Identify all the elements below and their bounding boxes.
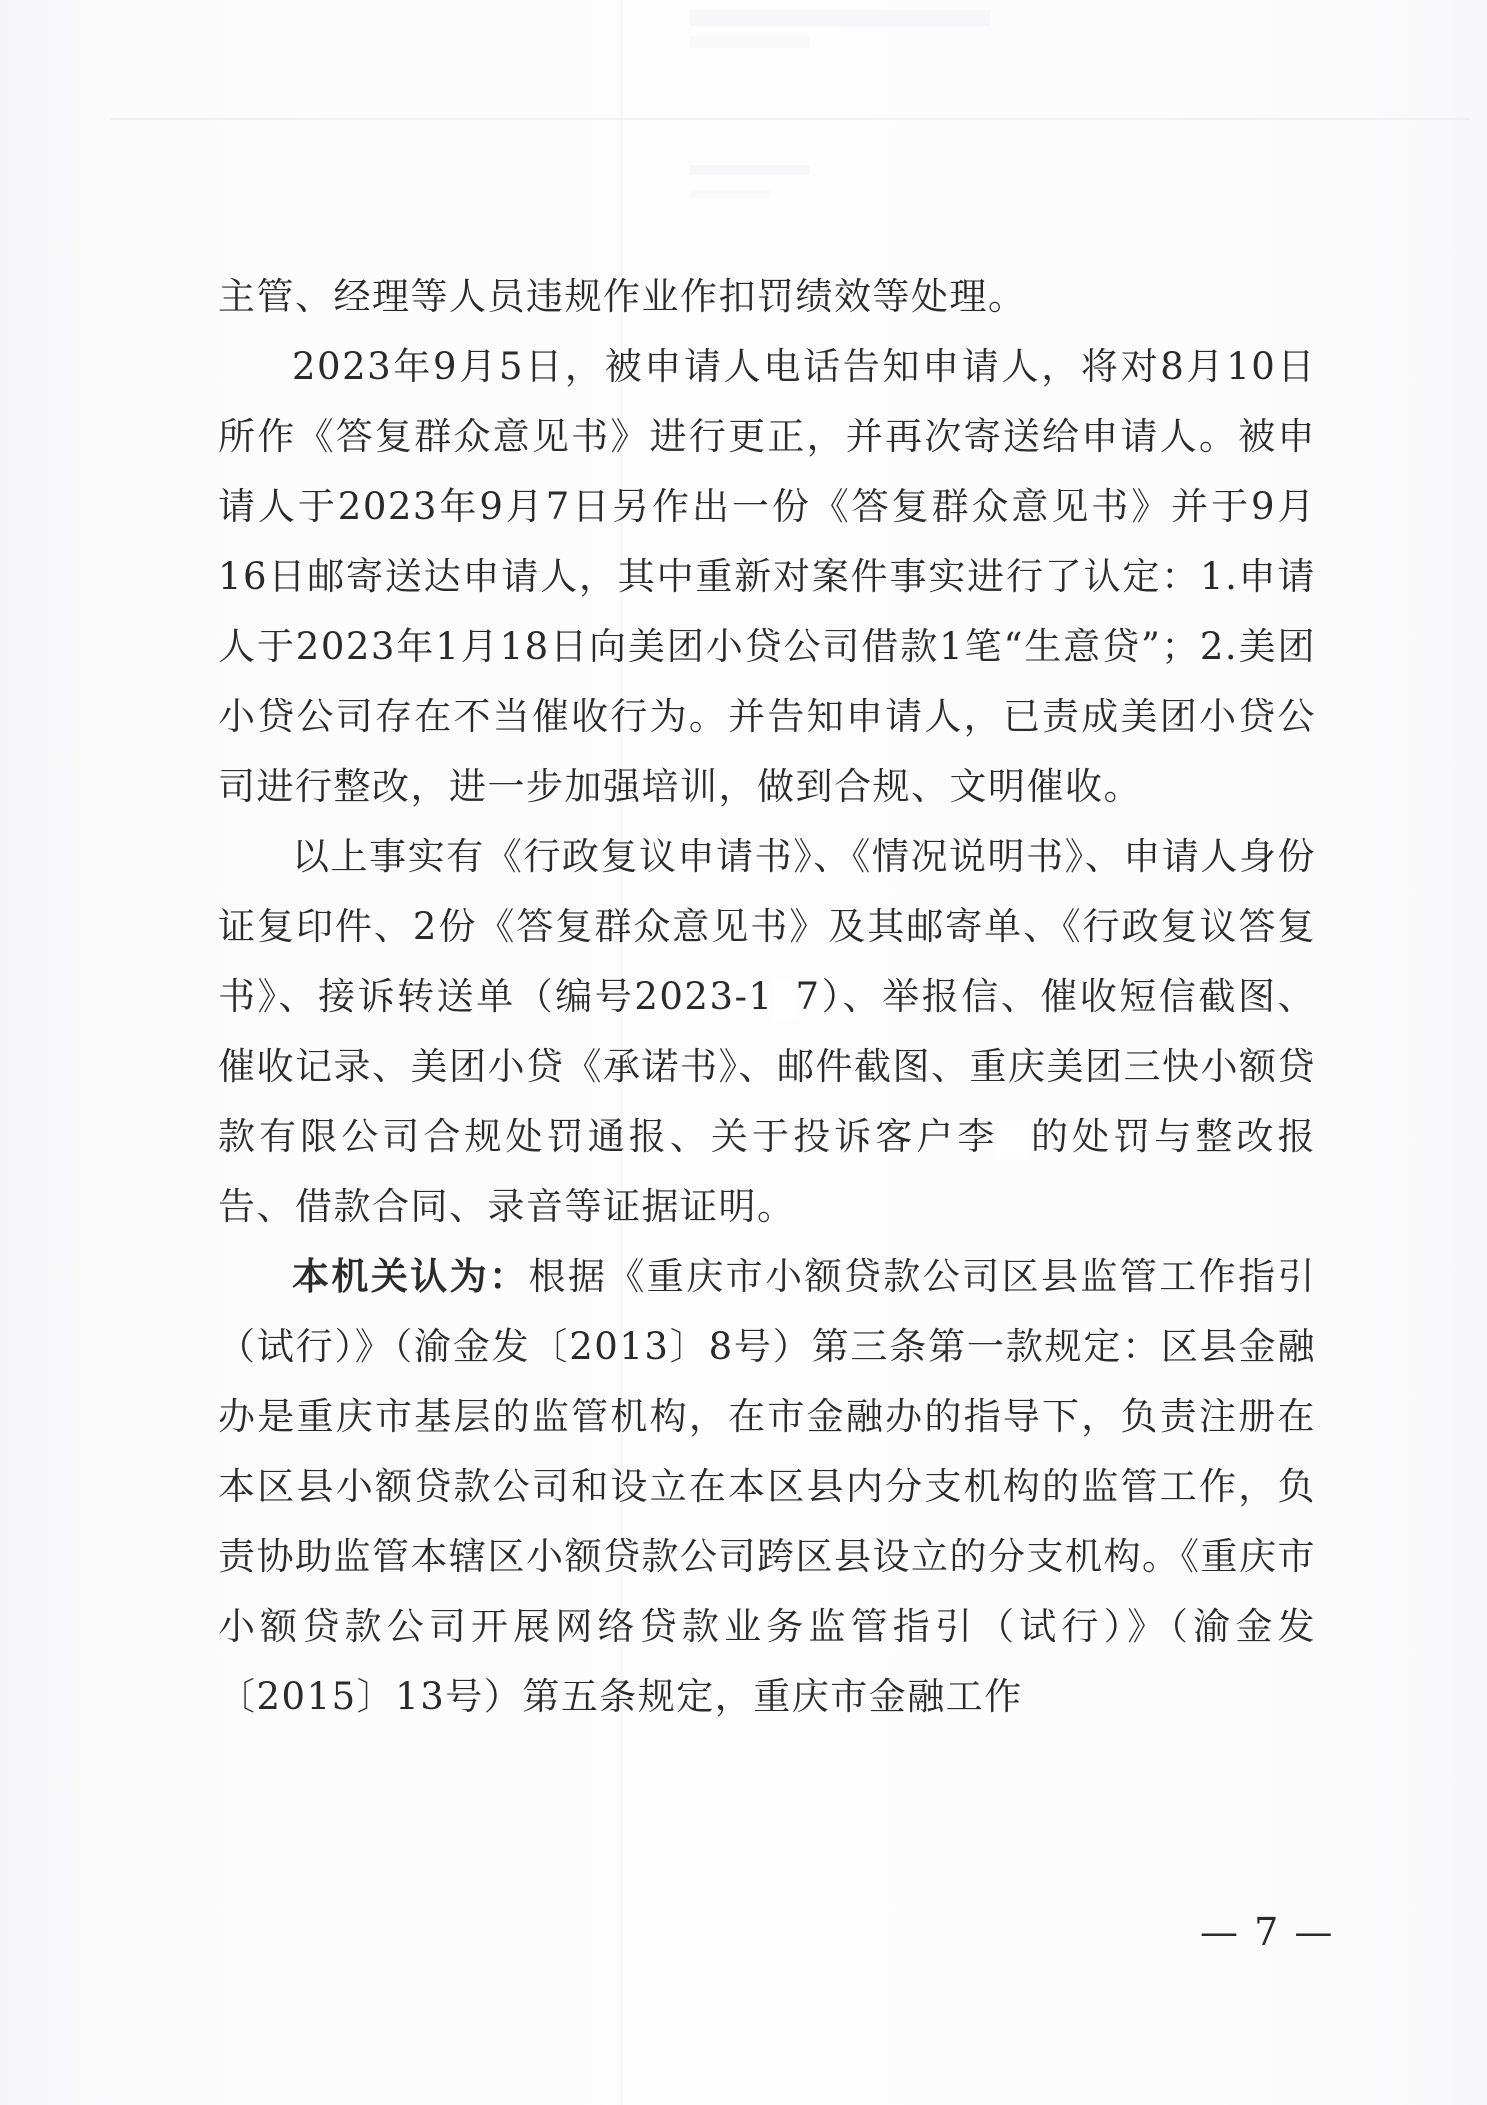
scan-artifact-bleed — [690, 190, 770, 198]
paragraph-opinion — [218, 1242, 1316, 1732]
paragraph-text: 7）、举报信、催收短信截图、催收记录、美团小贷《承诺书》、邮件截图、重庆美团三快小额贷款有限公司合规处罚通报、关于投诉客户李 — [218, 975, 1316, 1158]
scan-artifact-bleed — [690, 165, 810, 175]
scan-artifact-line — [110, 118, 1470, 120]
document-body — [218, 262, 1316, 1732]
paragraph-text: 以上事实有《行政复议申请书》、《情况说明书》、申请人身份证复印件、2份《答复群众意见书》及其邮寄单、《行政复议答复书》、接诉转送单（编号2023-1 — [218, 835, 1316, 1018]
scan-artifact-bleed — [690, 36, 810, 48]
redaction-mark — [998, 1121, 1028, 1159]
paragraph-text: 根据《重庆市小额贷款公司区县监管工作指引（试行）》（渝金发〔2013〕8号）第三条第一款规定：区县金融办是重庆市基层的监管机构，在市金融办的指导下，负责注册在本区县小额贷款公司和设立在本区县内分支机构的监管工作，负责协助监管本辖区小额贷款公司跨区县设立的分支机构。《重庆市小额贷款公司开展网络贷款业务监管指引（试行）》（渝金发〔2015〕13号）第五条规定，重庆市金融工作 — [218, 1255, 1317, 1718]
opinion-heading: 本机关认为： — [292, 1255, 529, 1298]
paragraph-text: 的处罚与整改报告、借款合同、录音等证据证明。 — [218, 1115, 1317, 1228]
paragraph-continuation — [218, 262, 1316, 332]
redaction-mark — [774, 981, 796, 1019]
paragraph-text: 主管、经理等人员违规作业作扣罚绩效等处理。 — [218, 275, 1027, 318]
scan-artifact-bleed — [690, 10, 990, 26]
paragraph-facts — [218, 332, 1316, 822]
paragraph-evidence — [218, 822, 1316, 1242]
paragraph-text: 2023年9月5日，被申请人电话告知申请人，将对8月10日所作《答复群众意见书》进行更正，并再次寄送给申请人。被申请人于2023年9月7日另作出一份《答复群众意见书》并于9月16日邮寄送达申请人，其中重新对案件事实进行了认定：1.申请人于2023年1月18日向美团小贷公司借款1笔“生意贷”；2.美团小贷公司存在不当催收行为。并告知申请人，已责成美团小贷公司进行整改，进一步加强培训，做到合规、文明催收。 — [218, 345, 1316, 808]
page-number: — 7 — — [1200, 1910, 1335, 1954]
